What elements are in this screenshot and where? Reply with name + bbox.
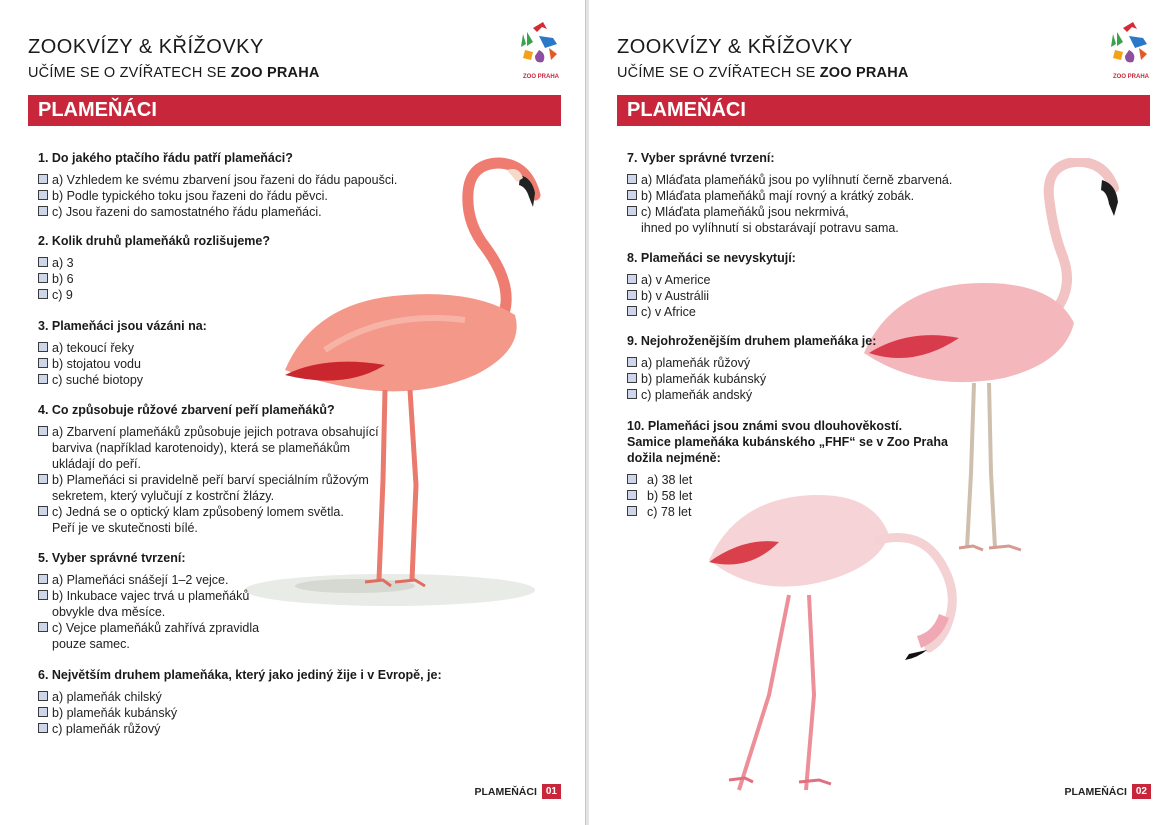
question-title: 9. Nejohroženějším druhem plameňáka je:	[627, 334, 877, 348]
option-text: b) Podle typického toku jsou řazeni do řádu pěvci.	[52, 189, 328, 203]
question-5	[38, 550, 259, 652]
option-a[interactable]	[38, 172, 397, 188]
option-c[interactable]	[38, 204, 397, 220]
option-b[interactable]	[38, 356, 207, 372]
checkbox[interactable]	[627, 206, 637, 216]
banner-title: PLAMEŇÁCI	[627, 99, 746, 121]
checkbox[interactable]	[38, 590, 48, 600]
option-a[interactable]	[627, 272, 796, 288]
subtitle-brand: ZOO PRAHA	[230, 65, 320, 81]
checkbox[interactable]	[627, 174, 637, 184]
option-text: c) 78 let	[647, 505, 692, 519]
option-text: b) Plameňáci si pravidelně peří barví speciálním růžovým sekretem, který vylučují z kostrční žlázy.	[52, 473, 369, 503]
option-b[interactable]	[38, 588, 259, 620]
checkbox[interactable]	[38, 257, 48, 267]
option-text: c) Vejce plameňáků zahřívá zpravidla pouze samec.	[52, 621, 260, 651]
option-text: a) 3	[52, 256, 74, 270]
checkbox[interactable]	[627, 490, 637, 500]
question-title: 3. Plameňáci jsou vázáni na:	[38, 319, 207, 333]
option-text: a) Zbarvení plameňáků způsobuje jejich potrava obsahující barviva (například karotenoidy), která se plameňákům ukládají do peří.	[52, 425, 379, 471]
question-6	[38, 667, 442, 737]
option-text: a) tekoucí řeky	[52, 341, 134, 355]
question-title: 2. Kolik druhů plameňáků rozlišujeme?	[38, 234, 270, 248]
option-a[interactable]	[38, 424, 379, 472]
zoo-praha-logo	[517, 22, 565, 84]
option-text: c) plameňák růžový	[52, 722, 161, 736]
checkbox[interactable]	[38, 723, 48, 733]
option-text: a) 38 let	[647, 473, 693, 487]
banner-title: PLAMEŇÁCI	[38, 99, 157, 121]
option-a[interactable]	[38, 255, 270, 271]
checkbox[interactable]	[627, 290, 637, 300]
option-text: c) suché biotopy	[52, 373, 144, 387]
option-c[interactable]	[38, 721, 442, 737]
option-text: b) v Austrálii	[641, 289, 710, 303]
option-b[interactable]	[627, 288, 796, 304]
option-c[interactable]	[38, 504, 379, 536]
checkbox[interactable]	[627, 357, 637, 367]
option-text: b) Mláďata plameňáků mají rovný a krátký zobák.	[641, 189, 915, 203]
checkbox[interactable]	[627, 474, 637, 484]
option-text: c) Jedná se o optický klam způsobený lomem světla. Peří je ve skutečnosti bílé.	[52, 505, 344, 535]
subtitle-prefix: UČÍME SE O ZVÍŘATECH SE	[617, 65, 820, 81]
option-c[interactable]	[627, 304, 796, 320]
logo-label: ZOO PRAHA	[523, 74, 559, 80]
option-c[interactable]	[627, 504, 948, 520]
option-text: a) Mláďata plameňáků jsou po vylíhnutí černě zbarvená.	[641, 173, 953, 187]
option-a[interactable]	[38, 572, 259, 588]
option-a[interactable]	[38, 340, 207, 356]
option-b[interactable]	[38, 271, 270, 287]
footer-label: PLAMEŇÁCI	[1064, 785, 1127, 798]
question-10	[627, 418, 948, 520]
option-a[interactable]	[38, 689, 442, 705]
option-text: c) v Africe	[641, 305, 696, 319]
question-title: 7. Vyber správné tvrzení:	[627, 151, 775, 165]
checkbox[interactable]	[38, 707, 48, 717]
question-8	[627, 250, 796, 320]
checkbox[interactable]	[38, 506, 48, 516]
option-text: b) Inkubace vajec trvá u plameňáků obvykle dva měsíce.	[52, 589, 250, 619]
checkbox[interactable]	[38, 691, 48, 701]
checkbox[interactable]	[627, 373, 637, 383]
question-title: 8. Plameňáci se nevyskytují:	[627, 251, 796, 265]
logo-label: ZOO PRAHA	[1113, 74, 1149, 80]
checkbox[interactable]	[38, 374, 48, 384]
question-title: 5. Vyber správné tvrzení:	[38, 551, 186, 565]
checkbox[interactable]	[38, 289, 48, 299]
subtitle-prefix: UČÍME SE O ZVÍŘATECH SE	[28, 65, 231, 81]
option-text: b) plameňák kubánský	[641, 372, 767, 386]
checkbox[interactable]	[627, 306, 637, 316]
checkbox[interactable]	[627, 274, 637, 284]
option-a[interactable]	[627, 472, 948, 488]
option-b[interactable]	[38, 472, 379, 504]
checkbox[interactable]	[38, 358, 48, 368]
option-b[interactable]	[38, 705, 442, 721]
question-1	[38, 150, 397, 220]
checkbox[interactable]	[627, 389, 637, 399]
option-b[interactable]	[627, 371, 876, 387]
page-right	[589, 0, 1173, 825]
question-title: 1. Do jakého ptačího řádu patří plameňáci?	[38, 151, 293, 165]
checkbox[interactable]	[38, 174, 48, 184]
subtitle-brand: ZOO PRAHA	[819, 65, 909, 81]
question-2	[38, 233, 270, 303]
checkbox[interactable]	[38, 574, 48, 584]
header-title: ZOOKVÍZY & KŘÍŽOVKY	[28, 36, 264, 58]
option-c[interactable]	[38, 372, 207, 388]
option-a[interactable]	[627, 172, 952, 188]
option-text: b) stojatou vodu	[52, 357, 141, 371]
header-title: ZOOKVÍZY & KŘÍŽOVKY	[617, 36, 853, 58]
option-text: a) Plameňáci snášejí 1–2 vejce.	[52, 573, 229, 587]
page-number: 01	[542, 784, 561, 799]
footer	[474, 784, 561, 799]
checkbox[interactable]	[38, 474, 48, 484]
option-b[interactable]	[627, 188, 952, 204]
question-9	[627, 333, 876, 403]
option-text: a) plameňák růžový	[641, 356, 751, 370]
checkbox[interactable]	[627, 190, 637, 200]
option-c[interactable]	[627, 387, 876, 403]
checkbox[interactable]	[38, 190, 48, 200]
option-text: c) 9	[52, 288, 73, 302]
option-text: b) plameňák kubánský	[52, 706, 178, 720]
checkbox[interactable]	[38, 206, 48, 216]
banner	[617, 95, 1150, 126]
option-c[interactable]	[38, 620, 259, 652]
option-text: a) v Americe	[641, 273, 711, 287]
option-text: c) Mláďata plameňáků jsou nekrmivá, ihned po vylíhnutí si obstarávají potravu sama.	[641, 205, 899, 235]
question-title: 10. Plameňáci jsou známi svou dlouhověkostí. Samice plameňáka kubánského „FHF“ se v Zoo Praha dožila nejméně:	[627, 419, 948, 465]
option-c[interactable]	[627, 204, 952, 236]
question-title: 6. Největším druhem plameňáka, který jako jediný žije i v Evropě, je:	[38, 668, 442, 682]
option-b[interactable]	[38, 188, 397, 204]
question-3	[38, 318, 207, 388]
question-7	[627, 150, 952, 236]
footer	[1064, 784, 1151, 799]
checkbox[interactable]	[38, 426, 48, 436]
banner	[28, 95, 561, 126]
flamingo-greater-illustration	[699, 480, 959, 795]
option-text: b) 6	[52, 272, 74, 286]
page-number: 02	[1132, 784, 1151, 799]
option-text: b) 58 let	[647, 489, 693, 503]
checkbox[interactable]	[627, 506, 637, 516]
checkbox[interactable]	[38, 273, 48, 283]
option-c[interactable]	[38, 287, 270, 303]
page-left	[0, 0, 585, 825]
option-text: a) Vzhledem ke svému zbarvení jsou řazeni do řádu papoušci.	[52, 173, 398, 187]
header-subtitle	[28, 65, 320, 81]
question-4	[38, 402, 379, 536]
option-text: c) Jsou řazeni do samostatného řádu plameňáci.	[52, 205, 322, 219]
header-subtitle	[617, 65, 909, 81]
zoo-praha-logo	[1107, 22, 1155, 84]
checkbox[interactable]	[38, 622, 48, 632]
checkbox[interactable]	[38, 342, 48, 352]
option-text: a) plameňák chilský	[52, 690, 162, 704]
option-text: c) plameňák andský	[641, 388, 753, 402]
question-title: 4. Co způsobuje růžové zbarvení peří plameňáků?	[38, 403, 335, 417]
footer-label: PLAMEŇÁCI	[474, 785, 537, 798]
option-b[interactable]	[627, 488, 948, 504]
option-a[interactable]	[627, 355, 876, 371]
